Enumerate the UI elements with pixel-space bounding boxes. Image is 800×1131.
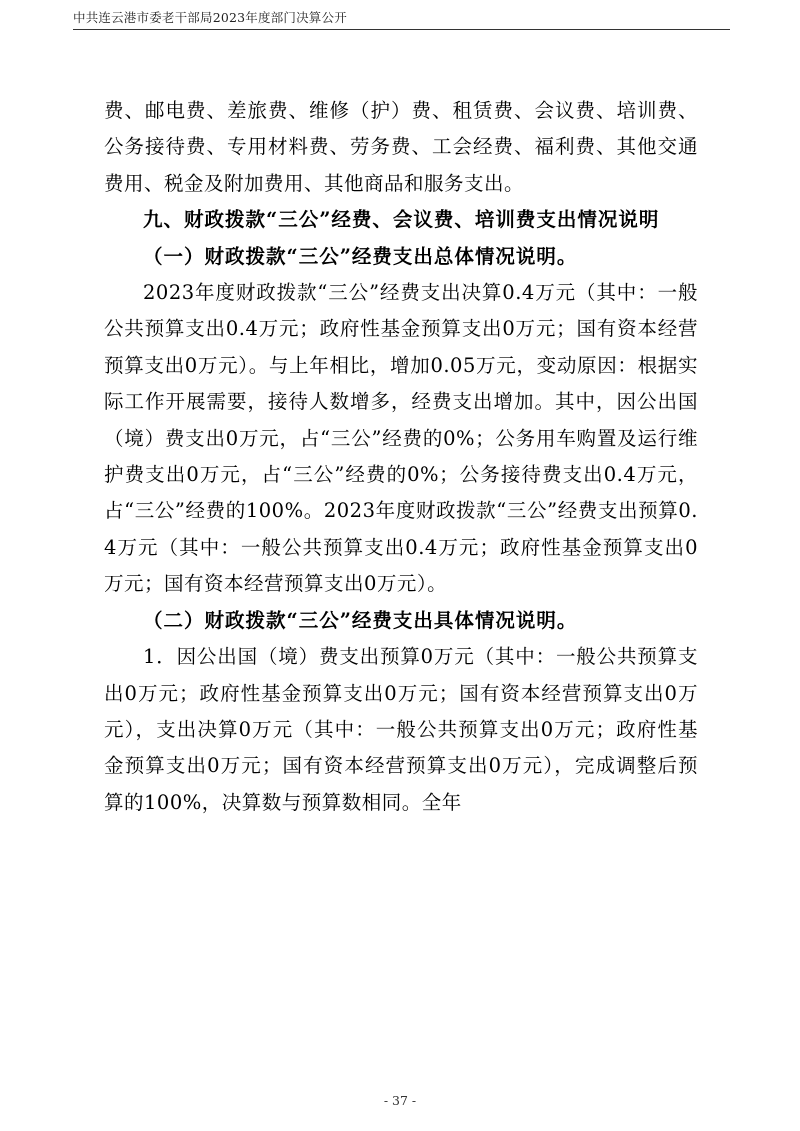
- document-header: 中共连云港市委老干部局2023年度部门决算公开: [73, 10, 347, 25]
- header-divider: [73, 29, 730, 30]
- page-number: - 37 -: [383, 1093, 417, 1108]
- paragraph-overseas-travel: 1．因公出国（境）费支出预算0万元（其中：一般公共预算支出0万元；政府性基金预算支出0万元；国有资本经营预算支出0万元），支出决算0万元（其中：一般公共预算支出0万元；政府性基金预算支出0万元；国有资本经营预算支出0万元），完成调整后预算的100%，决算数与预算数相同。全年: [104, 645, 698, 814]
- section-heading-nine: 九、财政拨款“三公”经费、会议费、培训费支出情况说明: [143, 208, 660, 232]
- paragraph-expense-list: 费、邮电费、差旅费、维修（护）费、租赁费、会议费、培训费、公务接待费、专用材料费、劳务费、工会经费、福利费、其他交通费用、税金及附加费用、其他商品和服务支出。: [104, 99, 698, 195]
- subsection-heading-overall: （一）财政拨款“三公”经费支出总体情况说明。: [143, 244, 578, 268]
- subsection-heading-details: （二）财政拨款“三公”经费支出具体情况说明。: [143, 608, 578, 632]
- document-body: [104, 93, 698, 821]
- paragraph-overall-summary: 2023年度财政拨款“三公”经费支出决算0.4万元（其中：一般公共预算支出0.4万元；政府性基金预算支出0万元；国有资本经营预算支出0万元）。与上年相比，增加0.05万元，变动原因：根据实际工作开展需要，接待人数增多，经费支出增加。其中，因公出国（境）费支出0万元，占“三公”经费的0%；公务用车购置及运行维护费支出0万元，占“三公”经费的0%；公务接待费支出0.4万元，占“三公”经费的100%。2023年度财政拨款“三公”经费支出预算0.4万元（其中：一般公共预算支出0.4万元；政府性基金预算支出0万元；国有资本经营预算支出0万元）。: [104, 281, 698, 596]
